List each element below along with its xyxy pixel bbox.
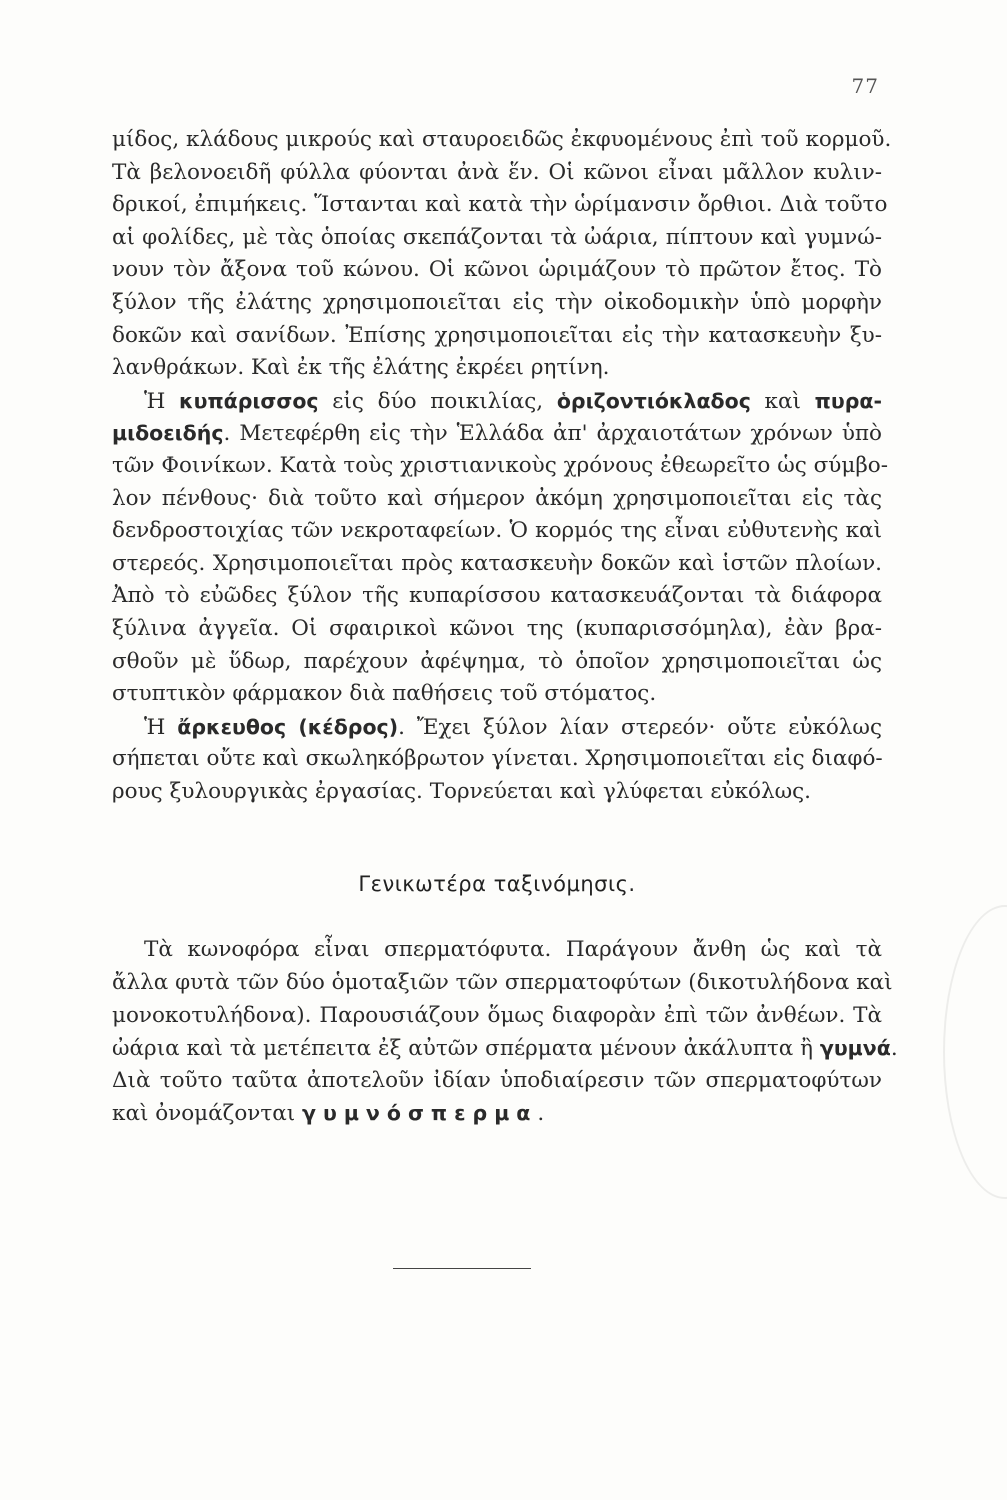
text-line: τῶν Φοινίκων. Κατὰ τοὺς χριστιανικοὺς χρόνους ἐθεωρεῖτο ὡς σύμβο- xyxy=(112,452,888,478)
text-line: σθοῦν μὲ ὕδωρ, παρέχουν ἀφέψημα, τὸ ὁποῖον χρησιμοποιεῖται ὡς xyxy=(112,648,882,674)
text-line: δοκῶν καὶ σανίδων. Ἐπίσης χρησιμοποιεῖται εἰς τὴν κατασκευὴν ξυ- xyxy=(112,322,882,348)
section-heading: Γενικωτέρα ταξινόμησις. xyxy=(358,872,636,897)
text-fragment: . Μετεφέρθη εἰς τὴν Ἑλλάδα ἀπ' ἀρχαιοτάτων χρόνων ὑπὸ xyxy=(223,421,882,447)
text-fragment: . Ἔχει ξύλον λίαν στερεόν· οὔτε εὐκόλως xyxy=(398,714,883,740)
faint-stamp xyxy=(943,905,1007,1199)
end-rule xyxy=(393,1268,531,1269)
text-line: Τὰ κωνοφόρα εἶναι σπερματόφυτα. Παράγουν ἄνθη ὡς καὶ τὰ xyxy=(144,937,882,963)
spacer xyxy=(112,808,882,854)
text-fragment: Ἡ xyxy=(144,388,180,414)
text-line xyxy=(112,385,882,418)
text-fragment: καὶ ὀνομάζονται xyxy=(112,1101,303,1127)
text-fragment: Ἡ xyxy=(144,714,178,740)
text-line: ἄλλα φυτὰ τῶν δύο ὁμοταξιῶν τῶν σπερματοφύτων (δικοτυλήδονα καὶ xyxy=(112,970,893,996)
text-line: ξύλινα ἀγγεῖα. Οἱ σφαιρικοὶ κῶνοι της (κυπαρισσόμηλα), ἐὰν βρα- xyxy=(112,615,882,641)
text-line: ρους ξυλουργικὰς ἐργασίας. Τορνεύεται καὶ γλύφεται εὐκόλως. xyxy=(112,778,811,804)
text-line xyxy=(112,711,882,744)
body-text xyxy=(112,124,898,1130)
text-line: Διὰ τοῦτο ταῦτα ἀποτελοῦν ἰδίαν ὑποδιαίρεσιν τῶν σπερματοφύτων xyxy=(112,1067,882,1093)
term-naked: γυμνά xyxy=(819,1036,891,1061)
text-line xyxy=(112,1097,882,1130)
text-line: νουν τὸν ἄξονα τοῦ κώνου. Οἱ κῶνοι ὡριμάζουν τὸ πρῶτον ἔτος. Τὸ xyxy=(112,257,882,283)
text-line: μίδος, κλάδους μικρούς καὶ σταυροειδῶς ἐκφυομένους ἐπὶ τοῦ κορμοῦ. xyxy=(112,127,892,152)
spacer xyxy=(112,914,882,934)
text-line: λανθράκων. Καὶ ἐκ τῆς ἐλάτης ἐκρέει ρητίνη. xyxy=(112,355,610,381)
text-line: μονοκοτυλήδονα). Παρουσιάζουν ὅμως διαφορὰν ἐπὶ τῶν ἀνθέων. Τὰ xyxy=(112,1002,882,1028)
text-line: στερεός. Χρησιμοποιεῖται πρὸς κατασκευὴν δοκῶν καὶ ἱστῶν πλοίων. xyxy=(112,550,882,576)
text-line: δρικοί, ἐπιμήκεις. Ἵστανται καὶ κατὰ τὴν ὡρίμανσιν ὄρθιοι. Διὰ τοῦτο xyxy=(112,192,888,218)
text-fragment: εἰς δύο ποικιλίας, xyxy=(318,388,557,414)
text-fragment: ὠάρια καὶ τὰ μετέπειτα ἐξ αὐτῶν σπέρματα μένουν ἀκάλυπτα ἢ xyxy=(112,1036,820,1062)
term-pyramidal-part1: πυρα- xyxy=(814,388,882,413)
text-line: σήπεται οὔτε καὶ σκωληκόβρωτον γίνεται. Χρησιμοποιεῖται εἰς διαφό- xyxy=(112,746,883,772)
term-cypress: κυπάρισσος xyxy=(179,388,319,413)
term-horizontal-branched: ὁριζοντιόκλαδος xyxy=(556,388,751,413)
text-fragment: . xyxy=(890,1036,898,1062)
text-line xyxy=(112,1032,898,1065)
text-line: Τὰ βελονοειδῆ φύλλα φύονται ἀνὰ ἕν. Οἱ κῶνοι εἶναι μᾶλλον κυλιν- xyxy=(112,159,882,185)
text-line: Ἀπὸ τὸ εὐῶδες ξύλον τῆς κυπαρίσσου κατασκευάζονται τὰ διάφορα xyxy=(112,583,882,609)
text-line xyxy=(112,417,882,450)
term-juniper: ἄρκευθος (κέδρος) xyxy=(177,714,399,739)
term-pyramidal-part2: μιδοειδής xyxy=(112,421,224,446)
text-line: δενδροστοιχίας τῶν νεκροταφείων. Ὁ κορμός της εἶναι εὐθυτενὴς καὶ xyxy=(112,518,882,544)
text-line: ξύλον τῆς ἐλάτης χρησιμοποιεῖται εἰς τὴν οἰκοδομικὴν ὑπὸ μορφὴν xyxy=(112,289,882,315)
text-line: στυπτικὸν φάρμακον διὰ παθήσεις τοῦ στόματος. xyxy=(112,681,657,707)
text-line: λον πένθους· διὰ τοῦτο καὶ σήμερον ἀκόμη χρησιμοποιεῖται εἰς τὰς xyxy=(112,485,882,511)
term-gymnosperms: γυμνόσπερμα xyxy=(302,1101,538,1126)
text-fragment: . xyxy=(537,1101,545,1127)
text-fragment: καὶ xyxy=(750,388,815,414)
text-line: αἱ φολίδες, μὲ τὰς ὁποίας σκεπάζονται τὰ ὠάρια, πίπτουν καὶ γυμνώ- xyxy=(112,224,882,250)
page-number: 77 xyxy=(851,74,879,98)
